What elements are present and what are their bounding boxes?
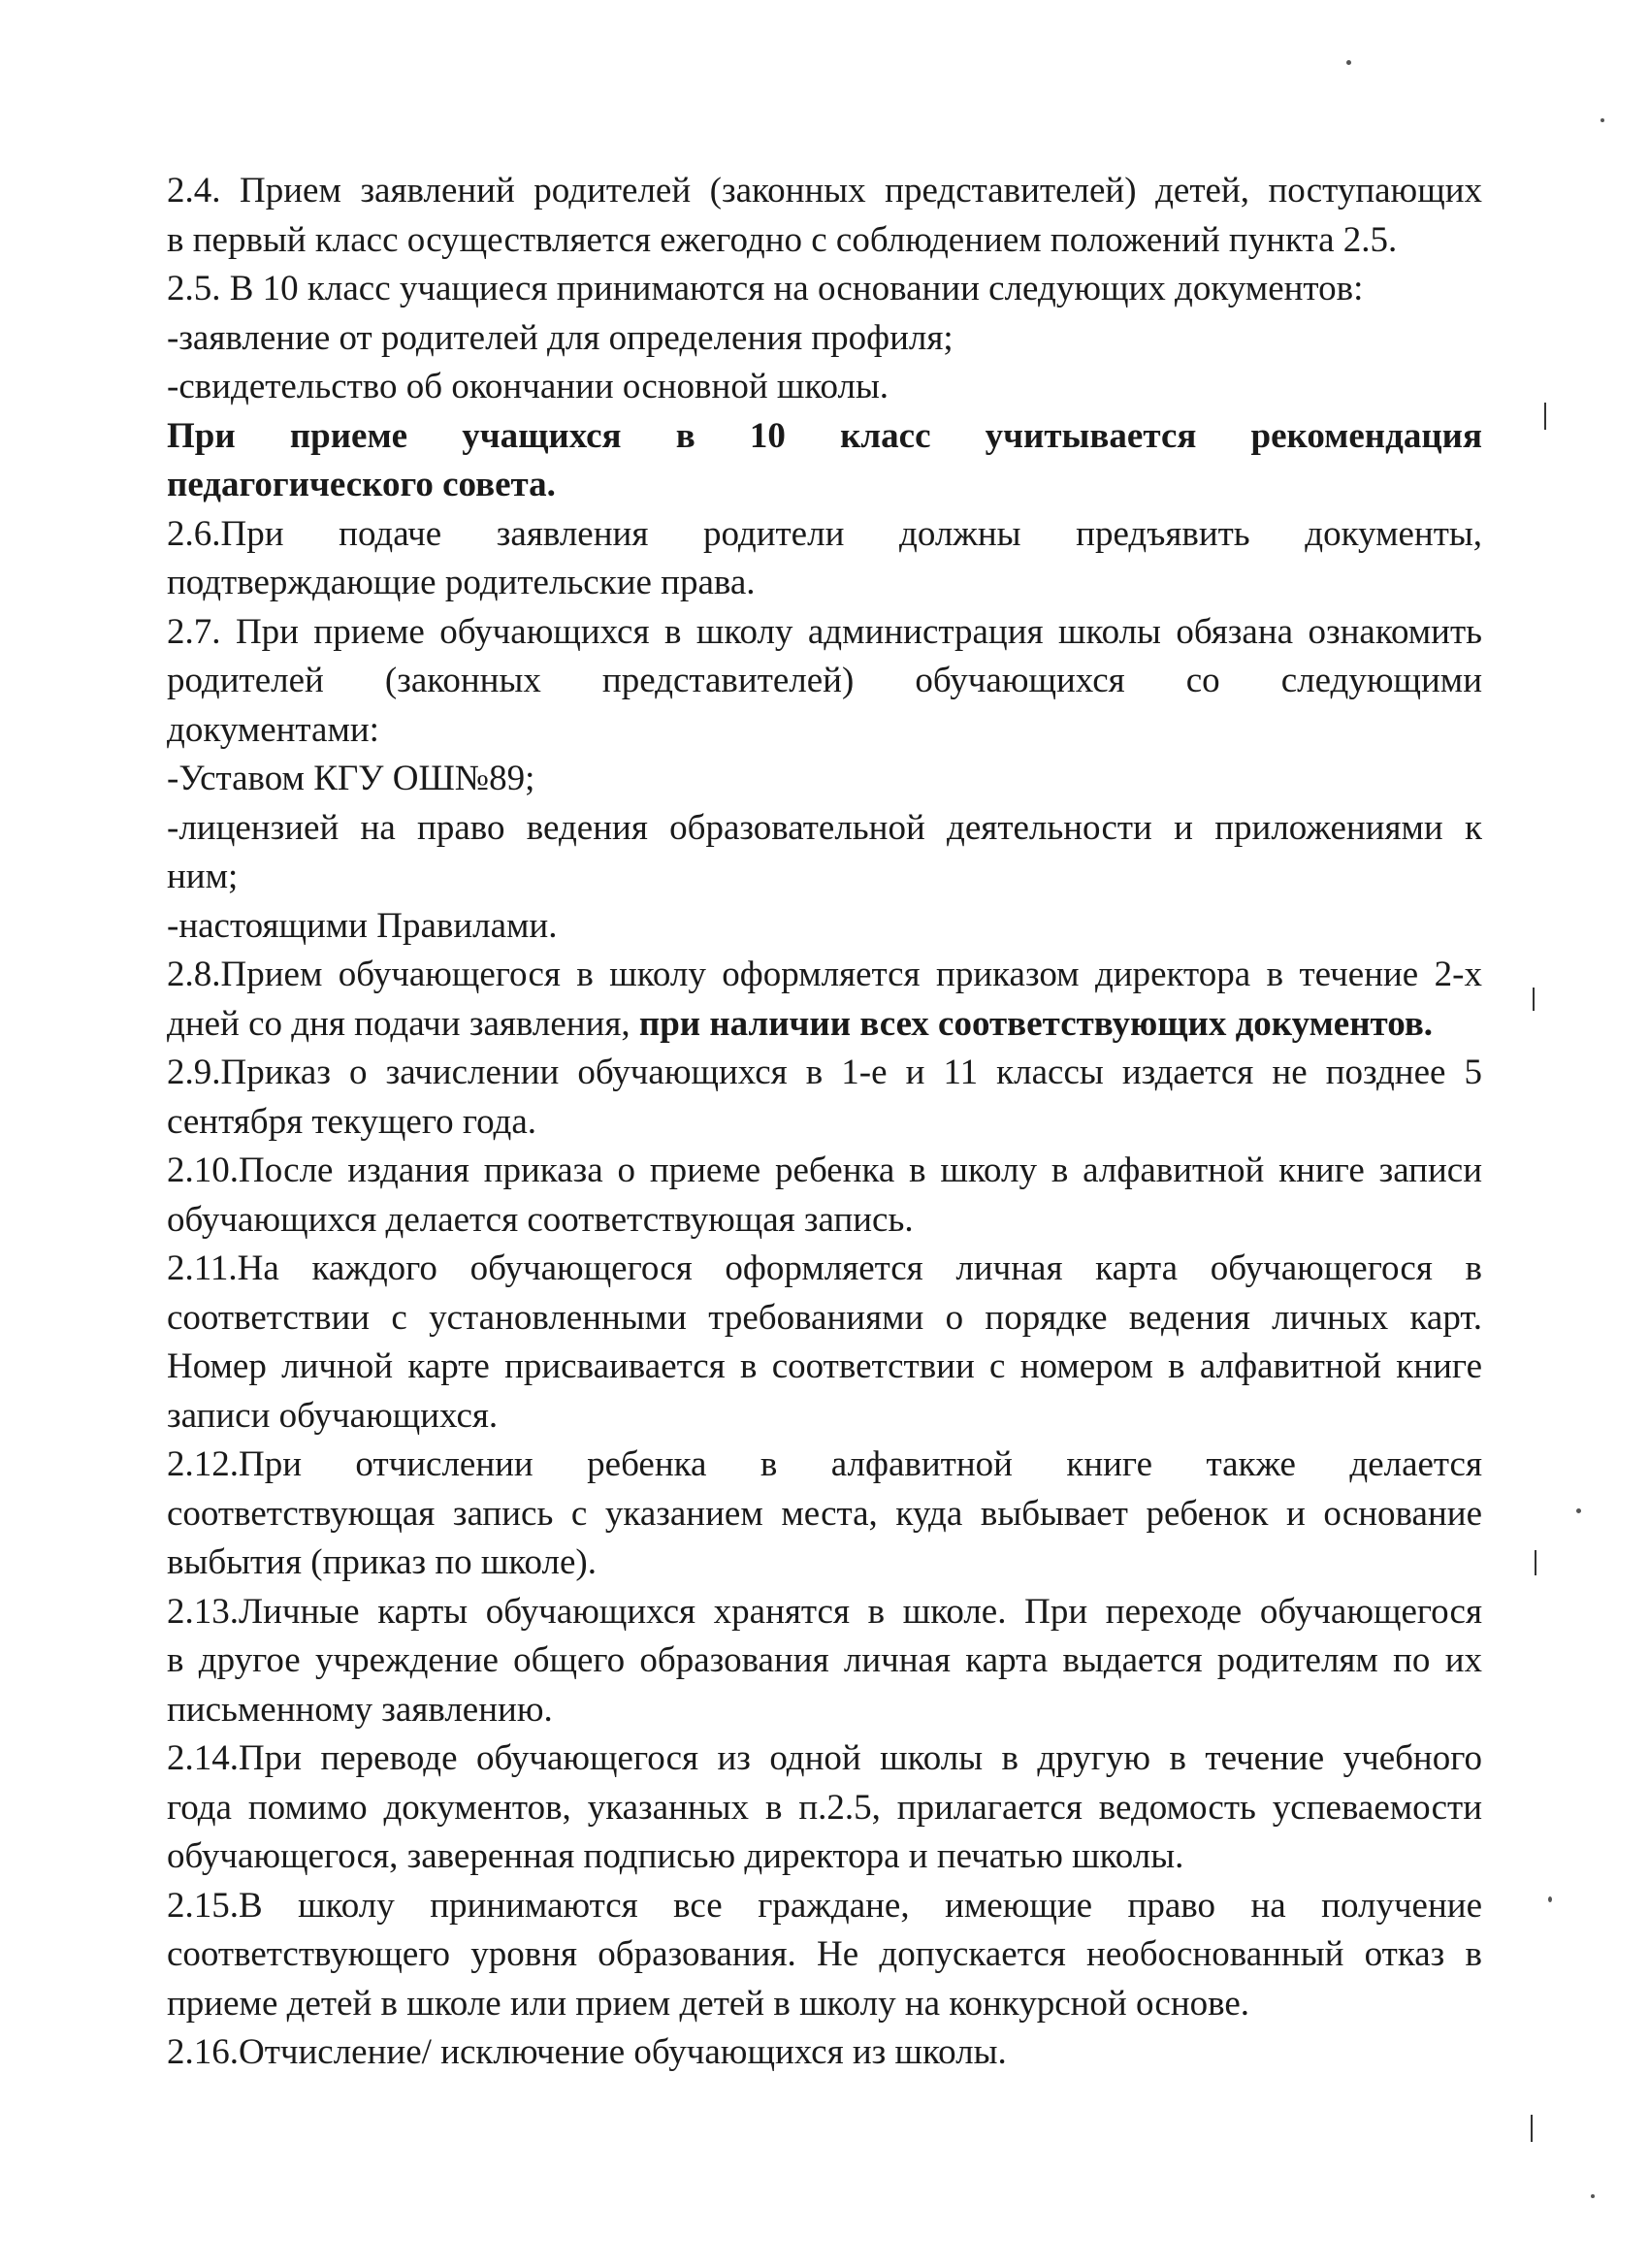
list-item-charter [167,755,1482,804]
paragraph-2-12 [167,1441,1482,1588]
text-line: При приеме учащихся в 10 класс учитывается рекомендация [167,415,1482,456]
text-line: обучающегося, заверенная подписью директора и печатью школы. [167,1836,1184,1876]
paragraph-2-15 [167,1882,1482,2029]
text-line: соответствии с установленными требованиями о порядке ведения личных карт. [167,1297,1482,1338]
text-line: ним; [167,857,239,896]
text-line: года помимо документов, указанных в п.2.5, прилагается ведомость успеваемости [167,1787,1482,1828]
text-line: родителей (законных представителей) обучающихся со следующими [167,661,1482,700]
paragraph-2-16 [167,2028,1482,2078]
text-line: 2.13.Личные карты обучающихся хранятся в школе. При переходе обучающегося [167,1591,1482,1632]
scan-speck [1548,1896,1552,1902]
paragraph-2-11 [167,1245,1482,1441]
text-line: -настоящими Правилами. [167,905,558,946]
text-normal-part: дней со дня подачи заявления, [167,1003,639,1044]
paragraph-2-8 [167,951,1482,1049]
text-line: 2.14.При переводе обучающегося из одной школы в другую в течение учебного [167,1738,1482,1778]
scan-speck [1576,1508,1581,1513]
text-line: в другое учреждение общего образования личная карта выдается родителям по их [167,1640,1482,1680]
text-line: -Уставом КГУ ОШ№89; [167,759,535,798]
text-line: в первый класс осуществляется ежегодно с соблюдением положений пункта 2.5. [167,219,1398,260]
text-line: сентября текущего года. [167,1101,537,1142]
paragraph-2-5 [167,265,1482,314]
list-item-rules [167,902,1482,952]
scan-mark [1535,1550,1536,1575]
document-body [167,167,1482,2078]
scan-mark [1544,403,1546,430]
paragraph-2-4 [167,167,1482,265]
scan-speck [1591,2194,1595,2198]
text-line: 2.15.В школу принимаются все граждане, имеющие право на получение [167,1885,1482,1926]
text-line: 2.9.Приказ о зачислении обучающихся в 1-е и 11 классы издается не позднее 5 [167,1053,1482,1092]
text-line: 2.11.На каждого обучающегося оформляется личная карта обучающегося в [167,1248,1482,1288]
text-line: 2.7. При приеме обучающихся в школу администрация школы обязана ознакомить [167,611,1482,652]
paragraph-2-7 [167,608,1482,756]
paragraph-2-14 [167,1734,1482,1882]
text-line: записи обучающихся. [167,1395,499,1436]
text-line: выбытия (приказ по школе). [167,1542,597,1582]
text-line: 2.12.При отчислении ребенка в алфавитной книге также делается [167,1444,1482,1484]
scan-speck [1346,60,1351,65]
text-line-mixed [167,1000,1482,1050]
paragraph-2-6 [167,510,1482,608]
text-line: обучающихся делается соответствующая запись. [167,1199,914,1240]
text-line: соответствующая запись с указанием места, куда выбывает ребенок и основание [167,1493,1482,1534]
text-line: документами: [167,709,379,750]
text-line: -свидетельство об окончании основной школы. [167,367,889,406]
text-line: соответствующего уровня образования. Не допускается необоснованный отказ в [167,1934,1482,1974]
text-bold-part: при наличии всех соответствующих документов. [638,1003,1434,1044]
text-line: 2.10.После издания приказа о приеме ребенка в школу в алфавитной книге записи [167,1150,1482,1190]
list-item-application [167,314,1482,364]
scan-mark [1531,2115,1533,2142]
text-line: подтверждающие родительские права. [167,563,756,602]
paragraph-2-9 [167,1049,1482,1147]
text-line: Номер личной карте присваивается в соответствии с номером в алфавитной книге [167,1346,1482,1386]
scan-mark [1533,988,1535,1011]
paragraph-2-10 [167,1147,1482,1245]
paragraph-bold-recommendation [167,412,1482,510]
text-line: приеме детей в школе или прием детей в школу на конкурсной основе. [167,1983,1250,2024]
text-line: письменному заявлению. [167,1689,553,1730]
paragraph-2-13 [167,1588,1482,1735]
text-line: 2.8.Прием обучающегося в школу оформляется приказом директора в течение 2-х [167,955,1482,994]
list-item-license [167,804,1482,902]
text-line: 2.16.Отчисление/ исключение обучающихся из школы. [167,2032,1007,2072]
text-line: педагогического совета. [167,465,556,504]
list-item-certificate [167,363,1482,412]
scan-speck [1600,118,1604,122]
text-line: -заявление от родителей для определения профиля; [167,317,954,358]
text-line: 2.6.При подаче заявления родители должны предъявить документы, [167,513,1482,554]
text-line: -лицензией на право ведения образовательной деятельности и приложениями к [167,807,1482,848]
text-line: 2.5. В 10 класс учащиеся принимаются на основании следующих документов: [167,269,1364,308]
text-line: 2.4. Прием заявлений родителей (законных представителей) детей, поступающих [167,171,1482,211]
